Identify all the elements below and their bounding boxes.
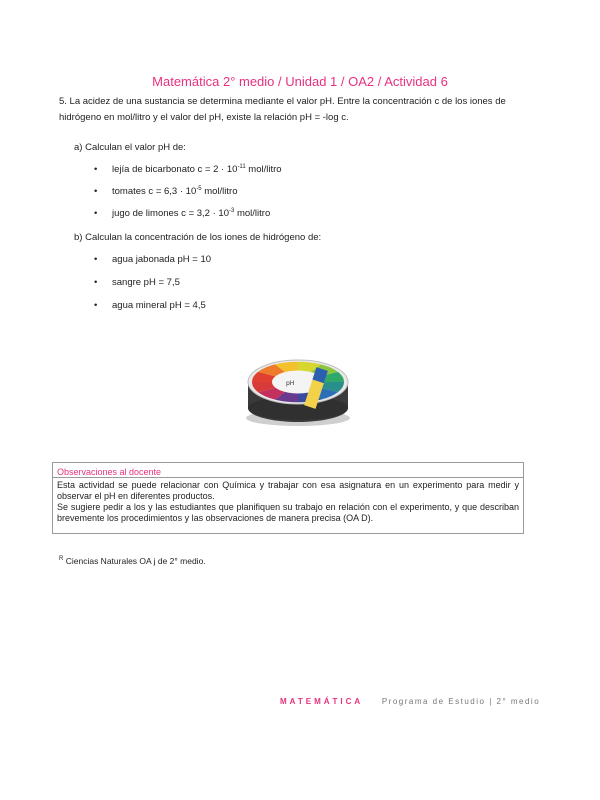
part-a-item-1-unit: mol/litro — [245, 164, 282, 175]
observations-divider — [53, 477, 523, 478]
part-b-item-3 — [96, 299, 206, 312]
part-a-item-1 — [96, 163, 282, 176]
part-a-item-2 — [96, 185, 237, 198]
problem-statement: 5. La acidez de una sustancia se determina mediante el valor pH. Entre la concentración c de los iones de hidrógeno en mol/litro y el valor del pH, existe la relación pH = -log c. — [59, 96, 506, 123]
observations-body-1: Esta actividad se puede relacionar con Química y trabajar con esa asignatura en un experimento para medir y observar el pH en diferentes productos. — [57, 480, 519, 501]
part-a-item-3-exp: -3 — [228, 208, 235, 214]
ph-label: pH — [286, 380, 295, 387]
part-a-item-3 — [96, 207, 270, 220]
part-b-item-2-text: sangre pH = 7,5 — [112, 277, 180, 288]
footnote — [59, 556, 206, 566]
part-b-item-2 — [96, 276, 180, 289]
part-b-item-1 — [96, 253, 211, 266]
footer-text: Programa de Estudio | 2° medio — [381, 697, 541, 706]
part-a-item-2-text: tomates c = 6,3 · 10 — [112, 186, 197, 197]
teacher-observations-box — [52, 462, 524, 534]
page-footer — [280, 697, 540, 706]
part-a-item-1-exp: -11 — [237, 164, 246, 170]
page-title: Matemática 2° medio / Unidad 1 / OA2 / Actividad 6 — [152, 74, 448, 89]
part-a-item-3-text: jugo de limones c = 3,2 · 10 — [112, 208, 229, 219]
ph-indicator-paper-image — [236, 338, 366, 430]
observations-body-2: Se sugiere pedir a los y las estudiantes que planifiquen su trabajo en relación con el experimento, y que describan brevemente los procedimientos y las observaciones de manera precisa (OA D). — [57, 502, 519, 523]
part-b-label: b) Calculan la concentración de los iones de hidrógeno de: — [74, 232, 322, 243]
part-a-item-1-text: lejía de bicarbonato c = 2 · 10 — [112, 164, 238, 175]
footer-brand: MATEMÁTICA — [280, 697, 364, 706]
part-a-item-2-unit: mol/litro — [201, 186, 238, 197]
ph-indicator-svg — [236, 338, 366, 430]
part-a-item-2-exp: -5 — [196, 186, 202, 192]
observations-header: Observaciones al docente — [57, 467, 162, 477]
part-a-label: a) Calculan el valor pH de: — [74, 142, 186, 153]
footnote-marker: R — [59, 556, 64, 562]
part-a-item-3-unit: mol/litro — [234, 208, 271, 219]
part-b-item-3-text: agua mineral pH = 4,5 — [112, 300, 206, 311]
footnote-text: Ciencias Naturales OA j de 2° medio. — [65, 556, 206, 566]
part-b-item-1-text: agua jabonada pH = 10 — [112, 254, 212, 265]
